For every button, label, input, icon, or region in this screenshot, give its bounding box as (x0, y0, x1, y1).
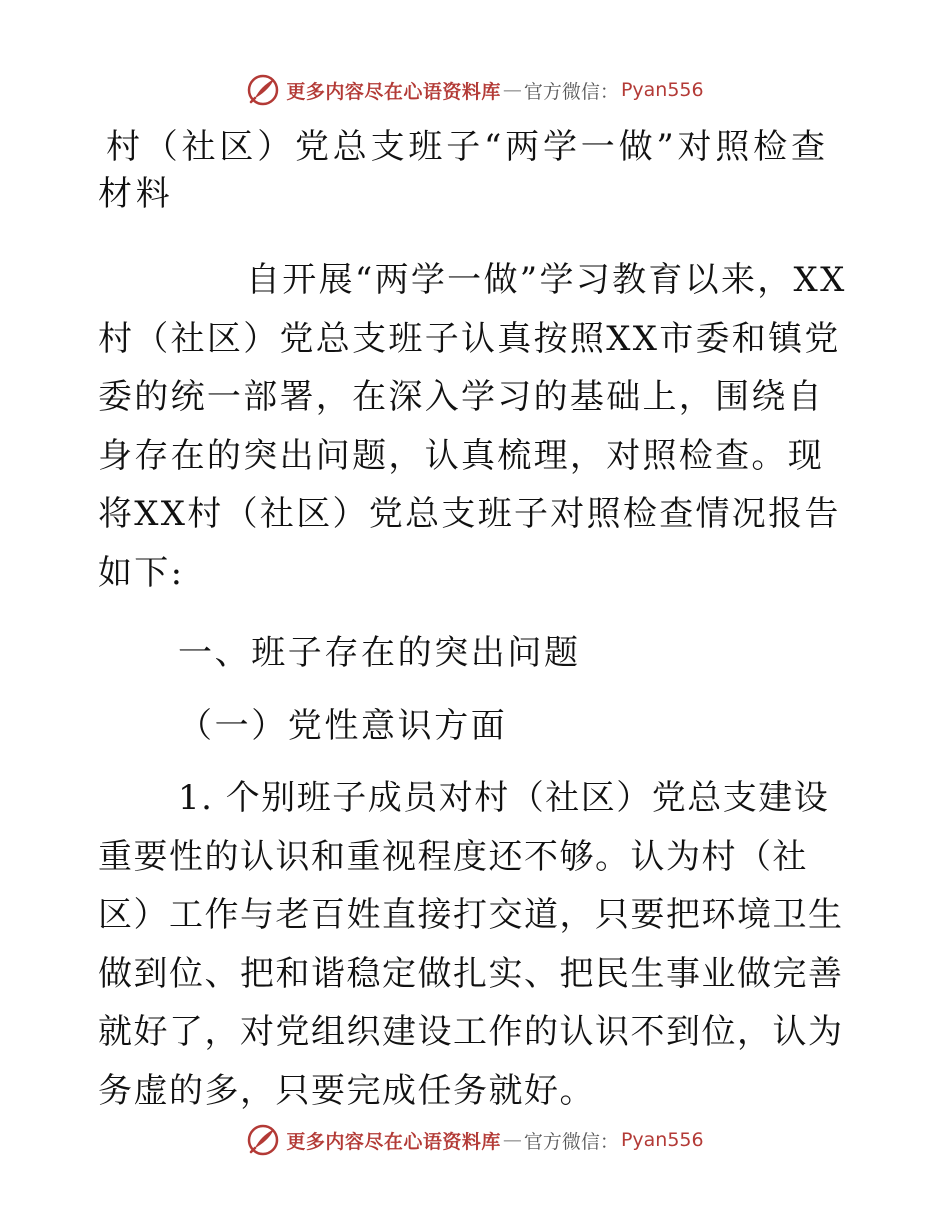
watermark-sub-text: 官方微信： (523, 1130, 619, 1153)
section-heading-1: 一、班子存在的突出问题 (178, 633, 581, 673)
watermark-footer (0, 1120, 950, 1160)
intro-paragraph: 自开展“两学一做”学习教育以来，XX村（社区）党总支班子认真按照XX市委和镇党委的统一部署，在深入学习的基础上，围绕自身存在的突出问题，认真梳理，对照检查。现将XX村（社区）党总支班子对照检查情况报告如下: (98, 260, 847, 593)
subsection-heading-1: （一）党性意识方面 (178, 705, 508, 746)
quill-logo-icon (246, 1123, 280, 1157)
document-body (98, 124, 850, 1120)
watermark-main-text: 更多内容尽在心语资料库 (286, 1130, 501, 1153)
watermark-wechat-id: Pyan556 (620, 1129, 704, 1151)
watermark-dash: — (502, 1129, 522, 1151)
watermark-sub-text: 官方微信： (523, 80, 619, 103)
watermark-dash: — (502, 79, 522, 101)
item-paragraph-1: 1. 个别班子成员对村（社区）党总支建设重要性的认识和重视程度还不够。认为村（社区）工作与老百姓直接打交道，只要把环境卫生做到位、把和谐稳定做扎实、把民生事业做完善就好了，对党组织建设工作的认识不到位，认为务虚的多，只要完成任务就好。 (98, 778, 844, 1111)
watermark-wechat-id: Pyan556 (620, 79, 704, 101)
watermark-header (0, 70, 950, 110)
document-title: 村（社区）党总支班子“两学一做”对照检查材料 (98, 127, 829, 214)
quill-logo-icon (246, 73, 280, 107)
watermark-main-text: 更多内容尽在心语资料库 (286, 80, 501, 103)
